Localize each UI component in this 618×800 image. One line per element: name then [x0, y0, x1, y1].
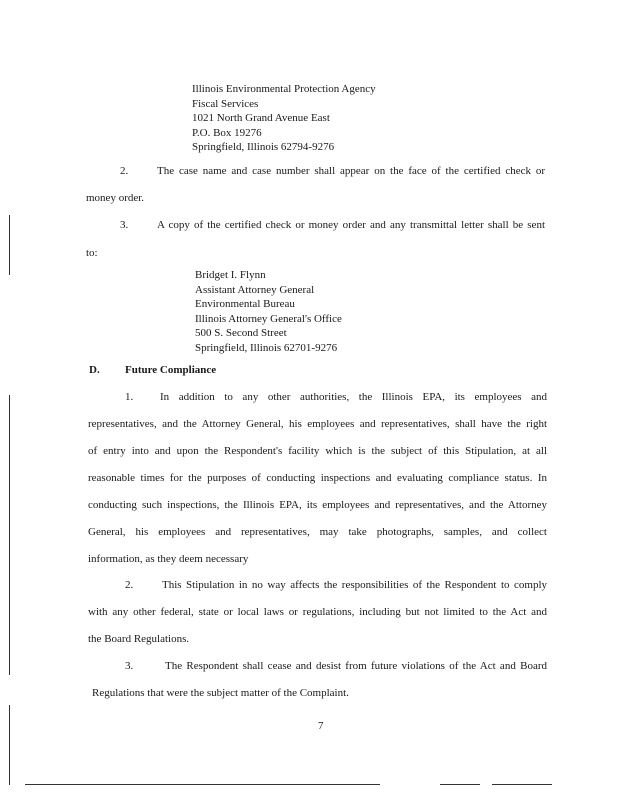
bottom-scan-line: [492, 784, 552, 785]
para-3-line: The Respondent shall cease and desist from future violations of the Act and Board: [165, 660, 547, 672]
para-1-line: General, his employees and representatives, may take photographs, samples, and collect: [88, 526, 547, 538]
para-1-line: reasonable times for the purposes of conducting inspections and evaluating compliance status. In: [88, 472, 547, 484]
item-3-line-1: A copy of the certified check or money order and any transmittal letter shall be sent: [157, 219, 545, 231]
para-2-line: This Stipulation in no way affects the responsibilities of the Respondent to comply: [162, 579, 547, 591]
para-3-line: Regulations that were the subject matter of the Complaint.: [92, 687, 349, 699]
para-2-line: with any other federal, state or local laws or regulations, including but not limited to the Act and: [88, 606, 547, 618]
address-line: Illinois Attorney General's Office: [195, 312, 342, 325]
left-margin-line: [9, 705, 10, 785]
epa-address-block: [192, 82, 376, 155]
para-1-line: conducting such inspections, the Illinois EPA, its employees and representatives, and the Attorney: [88, 499, 547, 511]
left-margin-line: [9, 215, 10, 275]
para-1-line: of entry into and upon the Respondent's facility which is the subject of this Stipulation, at all: [88, 445, 547, 457]
para-2-line: the Board Regulations.: [88, 633, 190, 645]
section-letter: D.: [89, 364, 100, 376]
para-1-line: information, as they deem necessary: [88, 553, 249, 565]
address-line: Illinois Environmental Protection Agency: [192, 83, 376, 95]
section-heading: Future Compliance: [125, 364, 217, 376]
address-line: Environmental Bureau: [195, 298, 295, 310]
para-3-number: 3.: [125, 660, 134, 672]
item-2-line-2: money order.: [86, 192, 145, 204]
item-3-line-2: to:: [86, 247, 98, 259]
address-line: 500 S. Second Street: [195, 327, 287, 339]
address-line: Springfield, Illinois 62701-9276: [195, 341, 338, 354]
address-line: P.O. Box 19276: [192, 126, 262, 139]
bottom-scan-line: [440, 784, 480, 785]
left-margin-line: [9, 395, 10, 675]
address-line: Bridget I. Flynn: [195, 269, 266, 281]
page-number: 7: [318, 720, 324, 732]
para-1-number: 1.: [125, 391, 134, 403]
para-2-number: 2.: [125, 579, 134, 591]
address-line: Springfield, Illinois 62794-9276: [192, 141, 335, 153]
item-3-number: 3.: [120, 219, 129, 231]
address-line: 1021 North Grand Avenue East: [192, 112, 330, 124]
address-line: Fiscal Services: [192, 97, 259, 110]
para-1-line: In addition to any other authorities, the Illinois EPA, its employees and: [160, 391, 547, 403]
ag-address-block: [195, 268, 342, 355]
item-2-number: 2.: [120, 165, 129, 177]
para-1-line: representatives, and the Attorney General, his employees and representatives, shall have the right: [88, 418, 547, 430]
address-line: Assistant Attorney General: [195, 283, 315, 296]
item-2-line-1: The case name and case number shall appear on the face of the certified check or: [157, 165, 545, 177]
bottom-scan-line: [25, 784, 380, 785]
